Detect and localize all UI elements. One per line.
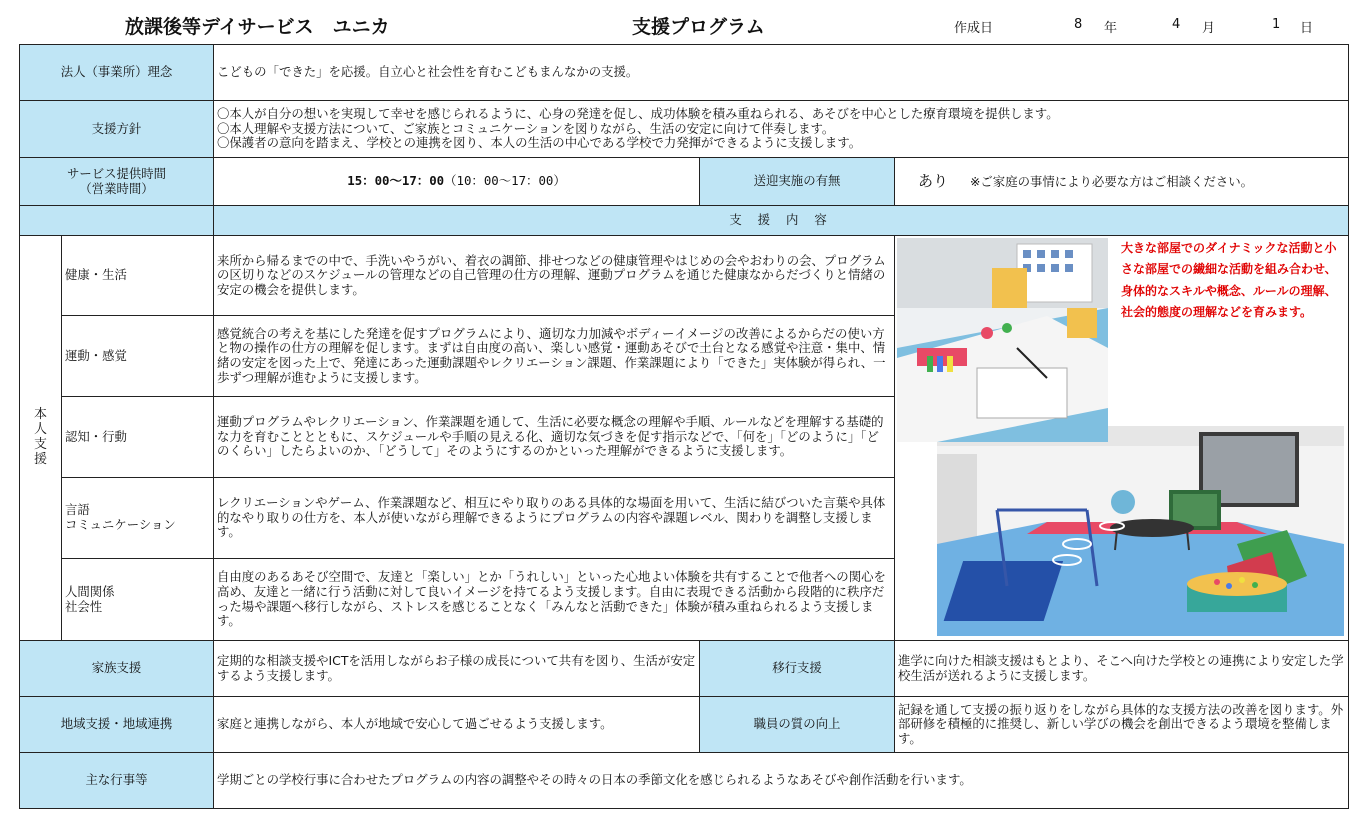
policy-line: 〇本人が自分の想いを実現して幸せを感じられるように、心身の発達を促し、成功体験を積み重ねられる、あそびを中心とした療育環境を提供します。 bbox=[217, 106, 1059, 122]
created-month-unit: 月 bbox=[1202, 21, 1216, 36]
photo-caption: 大きな部屋でのダイナミックな活動と小さな部屋での繊細な活動を組み合わせ、身体的なスキルや概念、ルールの理解、社会的態度の理解などを育みます。 bbox=[1121, 241, 1337, 320]
motor-sensory-label: 運動・感覚 bbox=[62, 316, 214, 397]
motor-sensory-text: 感覚統合の考えを基にした発達を促すプログラムにより、適切な力加減やボディーイメージの改善によるからだの使い方と物の操作の仕方の理解を促します。まずは自由度の高い、楽しい感覚・運動あそびで土台となる感覚や注意・集中、情緒の安定を図った上で、発達にあった運動課題やレクリエーション課題、作業課題により「できた」実体験が得られ、一歩ずつ理解が進むように支援します。 bbox=[214, 316, 895, 397]
created-year-unit: 年 bbox=[1104, 21, 1118, 36]
cognition-behavior-label: 認知・行動 bbox=[62, 397, 214, 478]
created-date-label: 作成日 bbox=[954, 21, 994, 36]
policy-label: 支援方針 bbox=[20, 101, 214, 158]
language-label-line1: 言語 bbox=[65, 502, 90, 518]
philosophy-text: こどもの「できた」を応援。自立心と社会性を育むこどもまんなかの支援。 bbox=[214, 45, 1349, 101]
personal-support-label: 本人支援 bbox=[33, 407, 47, 467]
events-label: 主な行事等 bbox=[20, 753, 214, 809]
philosophy-label: 法人（事業所）理念 bbox=[20, 45, 214, 101]
family-transition-row bbox=[20, 641, 1349, 697]
document-title: 支援プログラム bbox=[632, 16, 765, 38]
health-life-text: 来所から帰るまでの中で、手洗いやうがい、着衣の調節、排せつなどの健康管理やはじめの会やおわりの会、プログラムの区切りなどのスケジュールの管理などの自己管理の仕方の理解、運動プログラムを通じた健康なからだづくりと情緒の安定の機会を提供します。 bbox=[214, 236, 895, 316]
community-support-text: 家庭と連携しながら、本人が地域で安心して過ごせるよう支援します。 bbox=[214, 697, 700, 753]
transition-support-label: 移行支援 bbox=[700, 641, 895, 697]
service-hours-sub: （10：00〜17：00） bbox=[444, 173, 566, 189]
service-hours-value bbox=[214, 158, 700, 206]
cognition-behavior-text: 運動プログラムやレクリエーション、作業課題を通して、生活に必要な概念の理解や手順、ルールなどを理解する基礎的な力を育むこととともに、スケジュールや手順の見える化、適切な気づきを促す指示などで、「何を」「どのように」「どのくらい」したらよいのか、「どうして」そのようにするのかといった理解ができるように支援します。 bbox=[214, 397, 895, 478]
activity-photo-cell bbox=[895, 236, 1349, 641]
policy-line: 〇本人理解や支援方法について、ご家族とコミュニケーションを図りながら、生活の安定に向けて伴奏します。 bbox=[217, 120, 835, 136]
transition-support-text: 進学に向けた相談支援はもとより、そこへ向けた学校との連携により安定した学校生活が送れるように支援します。 bbox=[895, 641, 1349, 697]
social-relations-label bbox=[62, 559, 214, 641]
personal-support-row bbox=[20, 236, 1349, 316]
events-text: 学期ごとの学校行事に合わせたプログラムの内容の調整やその時々の日本の季節文化を感じられるようなあそびや創作活動を行います。 bbox=[214, 753, 1349, 809]
support-content-blank bbox=[20, 206, 214, 236]
personal-support-label-cell bbox=[20, 236, 62, 641]
created-day-unit: 日 bbox=[1300, 21, 1314, 36]
policy-line: 〇保護者の意向を踏まえ、学校との連携を図り、本人の生活の中心である学校で力発揮ができるように支援します。 bbox=[217, 135, 862, 151]
service-hours-label-line2: （営業時間） bbox=[79, 180, 154, 196]
staff-quality-label: 職員の質の向上 bbox=[700, 697, 895, 753]
transport-value: あり bbox=[918, 171, 949, 190]
philosophy-row bbox=[20, 45, 1349, 101]
language-communication-text: レクリエーションやゲーム、作業課題など、相互にやり取りのある具体的な場面を用いて、生活に結びついた言葉や具体的なやり取りの仕方を、本人が使いながら理解できるようにプログラムの内容や課題レベル、関わりを調整し支援します。 bbox=[214, 478, 895, 559]
language-communication-label bbox=[62, 478, 214, 559]
staff-quality-text: 記録を通して支援の振り返りをしながら具体的な支援方法の改善を図ります。外部研修を積極的に推奨し、新しい学びの機会を創出できるよう環境を整備します。 bbox=[895, 697, 1349, 753]
community-staff-row bbox=[20, 697, 1349, 753]
social-relations-text: 自由度のあるあそび空間で、友達と「楽しい」とか「うれしい」といった心地よい体験を共有することで他者への関心を高め、友達と一緒に行う活動に対して良いイメージを持てるよう支援します。自由に表現できる活動から段階的に秩序だった場や課題へ移行しながら、ストレスを感じることなく「みんなと活動できた」体験が積み重ねられるよう支援します。 bbox=[214, 559, 895, 641]
gym-room-photo bbox=[937, 426, 1344, 636]
language-label-line2: コミュニケーション bbox=[65, 517, 176, 532]
community-support-label: 地域支援・地域連携 bbox=[20, 697, 214, 753]
social-label-line1: 人間関係 bbox=[65, 583, 115, 599]
events-row bbox=[20, 753, 1349, 809]
service-hours-label bbox=[20, 158, 214, 206]
support-content-header-row bbox=[20, 206, 1349, 236]
activity-room-photo bbox=[897, 238, 1108, 442]
health-life-label: 健康・生活 bbox=[62, 236, 214, 316]
family-support-text: 定期的な相談支援やICTを活用しながらお子様の成長について共有を図り、生活が安定するよう支援します。 bbox=[214, 641, 700, 697]
service-hours-main: 15：00〜17：00 bbox=[347, 173, 445, 189]
service-hours-label-line1: サービス提供時間 bbox=[66, 165, 167, 181]
policy-row bbox=[20, 101, 1349, 158]
created-month: 4 bbox=[1172, 17, 1181, 32]
created-day: 1 bbox=[1272, 17, 1281, 32]
document-header bbox=[0, 8, 1367, 40]
family-support-label: 家族支援 bbox=[20, 641, 214, 697]
support-content-heading: 支 援 内 容 bbox=[214, 206, 1349, 236]
transport-label: 送迎実施の有無 bbox=[700, 158, 895, 206]
social-label-line2: 社会性 bbox=[65, 598, 103, 614]
policy-text bbox=[214, 101, 1349, 158]
organization-name: 放課後等デイサービス ユニカ bbox=[125, 16, 390, 38]
created-year: 8 bbox=[1074, 17, 1083, 32]
transport-value-cell bbox=[895, 158, 1349, 206]
transport-note: ※ご家庭の事情により必要な方はご相談ください。 bbox=[970, 173, 1254, 189]
support-program-table bbox=[19, 44, 1349, 809]
hours-row bbox=[20, 158, 1349, 206]
